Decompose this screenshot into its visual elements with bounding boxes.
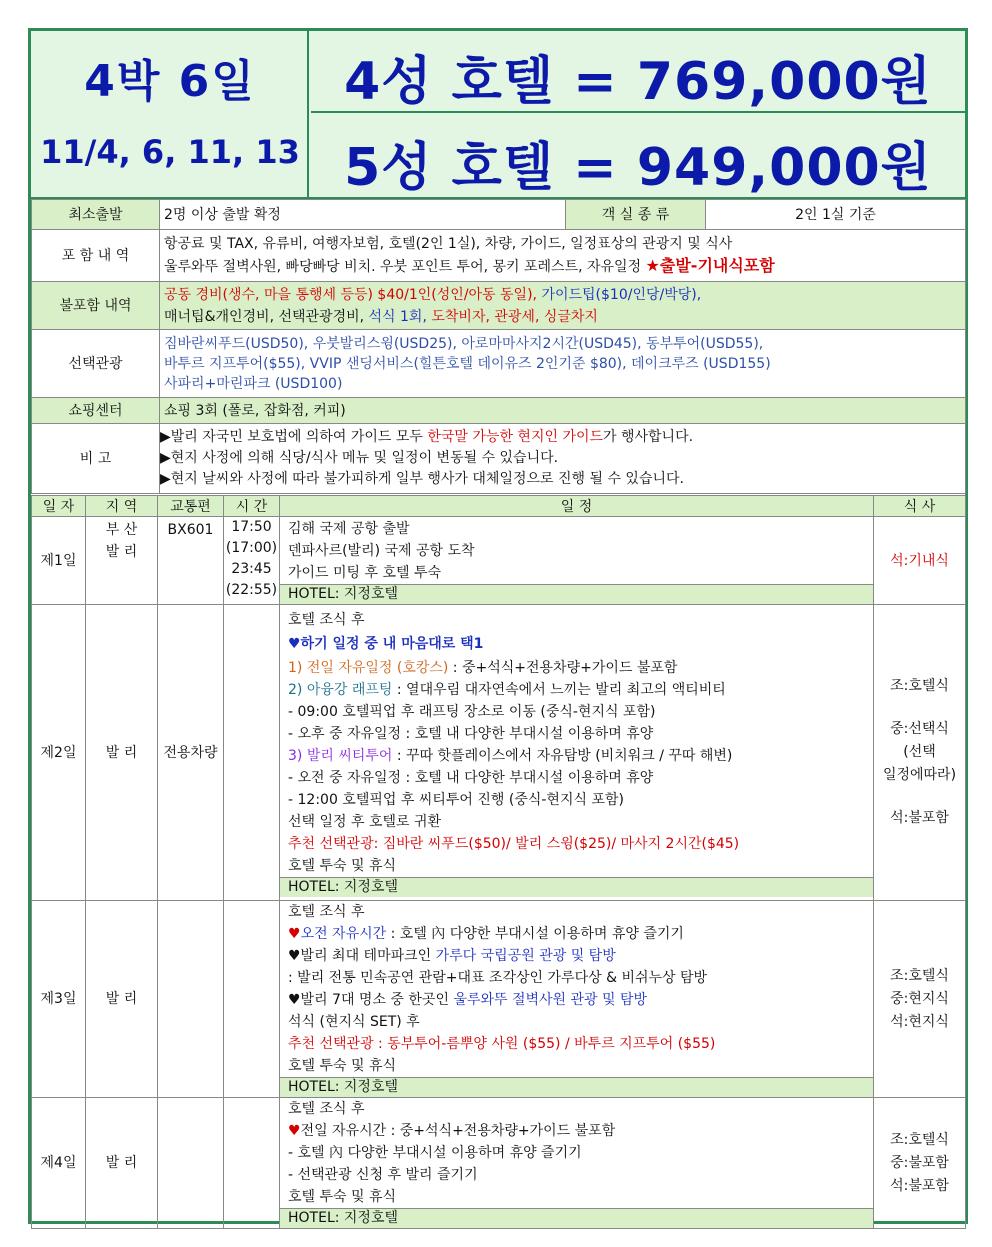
option-3	[280, 745, 873, 767]
meal-note: 일정에따라)	[882, 767, 957, 783]
time: 23:45	[231, 561, 272, 577]
info-table	[31, 199, 966, 494]
itinerary-header-row	[32, 496, 966, 517]
meal-breakfast: 조:호텔식	[890, 678, 949, 694]
day-label: 제4일	[32, 1098, 86, 1229]
col-day: 일 자	[32, 496, 86, 517]
excluded-common: 공동 경비(생수, 마을 통행세 등등) $40/1인(성인/아동 동일),	[164, 286, 537, 303]
schedule-line: 선택 일정 후 호텔로 귀환	[288, 813, 442, 830]
row-remarks	[32, 424, 966, 494]
meal-lunch: 중:불포함	[890, 1154, 949, 1171]
hotel-line: HOTEL: 지정호텔	[280, 1077, 873, 1097]
room-type-value: 2인 1실 기준	[706, 200, 966, 230]
day-transport: BX601	[158, 517, 224, 605]
room-type-label: 객 실 종 류	[566, 200, 706, 230]
row-min-depart	[32, 200, 966, 230]
col-region: 지 역	[86, 496, 158, 517]
plain-text: 전일 자유시간 : 중+석식+전용차량+가이드 불포함	[300, 1123, 616, 1139]
meal-note: (선택	[903, 744, 936, 760]
schedule-line: : 발리 전통 민속공연 관람+대표 조각상인 가루다상 & 비쉬누상 탐방	[288, 970, 708, 986]
optional-label: 선택관광	[32, 330, 160, 398]
day-schedule	[280, 605, 874, 901]
day-row	[32, 605, 966, 901]
day-transport: 전용차량	[158, 605, 224, 901]
schedule-line: 호텔 투숙 및 휴식	[288, 1058, 397, 1074]
col-meal: 식 사	[874, 496, 966, 517]
included-highlight: ★출발-기내식포함	[645, 256, 775, 275]
shopping-label: 쇼핑센터	[32, 398, 160, 424]
day-label: 제1일	[32, 517, 86, 605]
time: 17:50	[231, 519, 272, 535]
remarks-label: 비 고	[32, 424, 160, 494]
day-transport	[158, 901, 224, 1098]
day-region	[86, 517, 158, 605]
option-2	[280, 679, 873, 701]
optional-value	[160, 330, 966, 398]
schedule-line: 석식 (현지식 SET) 후	[288, 1014, 420, 1030]
meal-dinner: 석:불포함	[890, 1177, 949, 1194]
day-region: 발 리	[86, 605, 158, 901]
excluded-personal: 매너팁&개인경비, 선택관광경비,	[164, 308, 369, 325]
day-schedule	[280, 901, 874, 1098]
excluded-dinner: 석식 1회,	[368, 308, 427, 325]
schedule-line: 호텔 투숙 및 휴식	[288, 1189, 397, 1205]
meal-dinner: 석:불포함	[890, 810, 949, 826]
excluded-guide-tip: 가이드팁($10/인당/박당),	[537, 286, 702, 303]
day-meal: 석:기내식	[874, 517, 966, 605]
remark-2: ▶현지 사정에 의해 식당/식사 메뉴 및 일정이 변동될 수 있습니다.	[160, 450, 559, 466]
plain-text: ♥발리 7대 명소 중 한곳인	[288, 992, 454, 1008]
row-included	[32, 230, 966, 282]
day-row	[32, 517, 966, 605]
recommended-options: 추천 선택관광: 짐바란 씨푸드($50)/ 발리 스윙($25)/ 마사지 2시간($45)	[288, 835, 740, 852]
day-schedule	[280, 1098, 874, 1229]
option-3-desc: : 꾸따 핫플레이스에서 자유탐방 (비치워크 / 꾸따 해변)	[392, 747, 733, 764]
included-line2	[164, 255, 961, 278]
schedule-line: 호텔 조식 후	[288, 1101, 365, 1117]
schedule-line: - 오후 중 자유일정 : 호텔 내 다양한 부대시설 이용하며 휴양	[288, 725, 654, 742]
day-meal	[874, 901, 966, 1098]
meal-lunch: 중:현지식	[890, 990, 949, 1007]
option-1-title: 1) 전일 자유일정 (호캉스)	[288, 659, 449, 676]
day-times	[224, 517, 280, 605]
price-5star: 5성 호텔 = 949,000원	[344, 138, 932, 198]
day-label: 제2일	[32, 605, 86, 901]
min-depart-value: 2명 이상 출발 확정	[160, 200, 566, 230]
schedule-line	[280, 923, 873, 945]
meal-lunch: 중:선택식	[890, 721, 949, 737]
meal-breakfast: 조:호텔식	[890, 967, 949, 984]
plain-text: : 호텔 內 다양한 부대시설 이용하며 휴양 즐기기	[386, 926, 684, 942]
plain-text: ♥발리 최대 테마파크인	[288, 948, 436, 964]
optional-line2: 바투르 지프투어($55), VVIP 샌딩서비스(힐튼호텔 데이유즈 2인기준 $80), 데이크루즈 (USD155)	[164, 355, 771, 372]
excluded-line1	[164, 284, 961, 306]
heart-icon: ♥	[288, 1123, 301, 1139]
option-2-desc: : 열대우림 대자연속에서 느끼는 발리 최고의 액티비티	[392, 681, 726, 698]
option-1-desc: : 중+석식+전용차량+가이드 불포함	[448, 659, 678, 676]
day-meal	[874, 605, 966, 901]
time: (17:00)	[225, 540, 278, 556]
highlight-text: 오전 자유시간	[300, 926, 387, 942]
day-region: 발 리	[86, 1098, 158, 1229]
day-schedule	[280, 517, 874, 605]
day-region: 발 리	[86, 901, 158, 1098]
hotel-line: HOTEL: 지정호텔	[280, 584, 873, 604]
schedule-line: 호텔 조식 후	[288, 611, 365, 628]
optional-line1: 짐바란씨푸드(USD50), 우붓발리스윙(USD25), 아로마마사지2시간(USD45), 동부투어(USD55),	[164, 335, 764, 352]
row-optional	[32, 330, 966, 398]
schedule-line: - 선택관광 신청 후 발리 즐기기	[288, 1167, 478, 1183]
duration: 4박 6일	[84, 56, 256, 107]
schedule-line	[280, 989, 873, 1011]
schedule-line	[280, 945, 873, 967]
schedule-line: - 12:00 호텔픽업 후 씨티투어 진행 (중식-현지식 포함)	[288, 791, 624, 808]
day-times	[224, 901, 280, 1098]
schedule-line: 호텔 투숙 및 휴식	[288, 857, 397, 874]
min-depart-label: 최소출발	[32, 200, 160, 230]
recommended-options: 추천 선택관광 : 동부투어-름뿌양 사원 ($55) / 바투르 지프투어 ($55)	[288, 1036, 716, 1052]
option-1	[280, 657, 873, 679]
schedule-line: 가이드 미팅 후 호텔 투숙	[288, 564, 442, 581]
remark-1-end: 가 행사합니다.	[603, 429, 694, 445]
region-depart: 부 산	[105, 522, 138, 538]
col-transport: 교통편	[158, 496, 224, 517]
remark-3: ▶현지 날씨와 사정에 따라 불가피하게 일부 행사가 대체일정으로 진행 될 수 있습니다.	[160, 471, 684, 487]
included-line1: 항공료 및 TAX, 유류비, 여행자보험, 호텔(2인 1실), 차량, 가이드, 일정표상의 관광지 및 식사	[164, 236, 733, 252]
schedule-line: 호텔 조식 후	[288, 904, 365, 920]
price-header	[31, 31, 965, 199]
included-label: 포 함 내 역	[32, 230, 160, 282]
day-times	[224, 1098, 280, 1229]
choose-one-heading: ♥하기 일정 중 내 마음대로 택1	[288, 635, 484, 652]
optional-line3: 사파리+마린파크 (USD100)	[164, 375, 343, 392]
duration-box	[31, 31, 309, 197]
departure-dates: 11/4, 6, 11, 13	[40, 133, 300, 171]
day-row	[32, 1098, 966, 1229]
time: (22:55)	[225, 582, 278, 598]
row-excluded	[32, 282, 966, 330]
price-4star: 4성 호텔 = 769,000원	[311, 39, 965, 113]
remark-1	[160, 427, 961, 448]
schedule-line: 덴파사르(발리) 국제 공항 도착	[288, 542, 475, 559]
remark-1-text: ▶발리 자국민 보호법에 의하여 가이드 모두	[160, 429, 428, 445]
schedule-line: - 09:00 호텔픽업 후 래프팅 장소로 이동 (중식-현지식 포함)	[288, 703, 656, 720]
meal-breakfast: 조:호텔식	[890, 1131, 949, 1148]
excluded-visa: 도착비자, 관광세, 싱글차지	[426, 308, 598, 325]
day-transport	[158, 1098, 224, 1229]
region-arrive: 발 리	[105, 544, 138, 560]
itinerary-document	[28, 28, 968, 1224]
heart-icon: ♥	[288, 926, 301, 942]
highlight-text: 가루다 국립공원 관광 및 탐방	[435, 948, 616, 964]
col-schedule: 일 정	[280, 496, 874, 517]
remark-1-highlight: 한국말 가능한 현지인 가이드	[427, 429, 604, 445]
hotel-line: HOTEL: 지정호텔	[280, 1208, 873, 1228]
day-label: 제3일	[32, 901, 86, 1098]
meal-dinner: 석:현지식	[890, 1013, 949, 1030]
day-times	[224, 605, 280, 901]
day-row	[32, 901, 966, 1098]
itinerary-table	[31, 495, 966, 1229]
excluded-line2	[164, 306, 961, 328]
schedule-line: - 호텔 內 다양한 부대시설 이용하며 휴양 즐기기	[288, 1145, 582, 1161]
remarks-value	[160, 424, 966, 494]
schedule-line: 김해 국제 공항 출발	[288, 520, 410, 537]
option-2-title: 2) 아융강 래프팅	[288, 681, 393, 698]
excluded-label: 불포함 내역	[32, 282, 160, 330]
schedule-line: - 오전 중 자유일정 : 호텔 내 다양한 부대시설 이용하며 휴양	[288, 769, 654, 786]
excluded-value	[160, 282, 966, 330]
shopping-value: 쇼핑 3회 (폴로, 잡화점, 커피)	[160, 398, 966, 424]
schedule-line	[280, 1120, 873, 1142]
included-text: 울루와뚜 절벽사원, 빠당빠당 비치. 우붓 포인트 투어, 몽키 포레스트, 자유일정	[164, 259, 646, 275]
highlight-text: 울루와뚜 절벽사원 관광 및 탐방	[453, 992, 648, 1008]
option-3-title: 3) 발리 씨티투어	[288, 747, 393, 764]
included-value	[160, 230, 966, 282]
row-shopping	[32, 398, 966, 424]
day-meal	[874, 1098, 966, 1229]
col-time: 시 간	[224, 496, 280, 517]
hotel-line: HOTEL: 지정호텔	[280, 877, 873, 897]
